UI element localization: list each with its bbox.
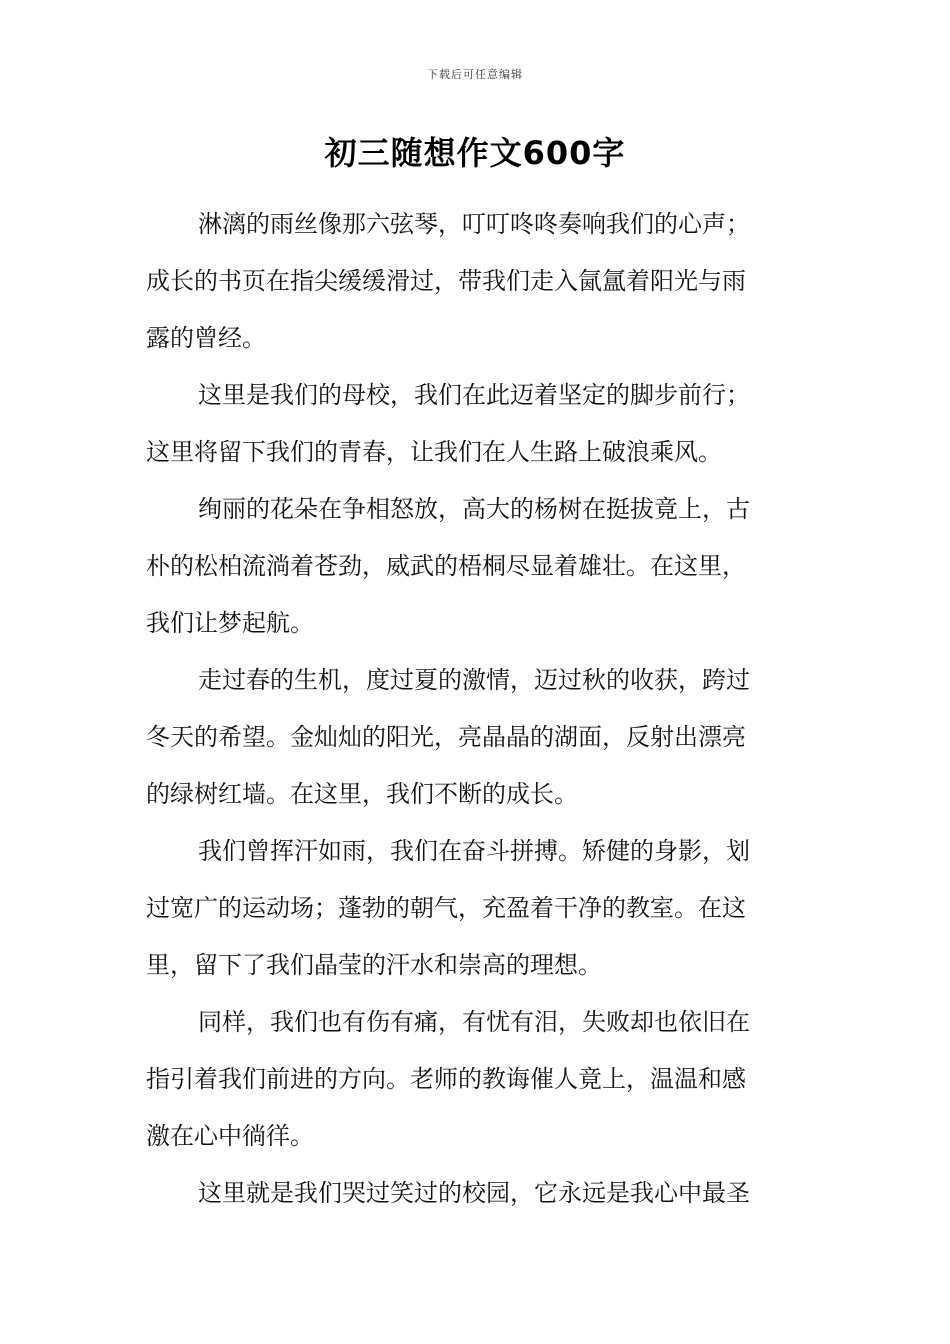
header-note: 下载后可任意编辑 [427, 68, 523, 81]
text-line: 冬天的希望。金灿灿的阳光，亮晶晶的湖面，反射出漂亮 [146, 723, 746, 751]
text-line: 淋漓的雨丝像那六弦琴，叮叮咚咚奏响我们的心声； [198, 210, 750, 238]
text-line: 我们曾挥汗如雨，我们在奋斗拼搏。矫健的身影，划 [198, 837, 750, 865]
text-line: 的绿树红墙。在这里，我们不断的成长。 [146, 780, 578, 808]
text-line: 指引着我们前进的方向。老师的教诲催人竟上，温温和感 [146, 1065, 746, 1093]
essay-body [146, 196, 806, 1222]
text-line: 这里是我们的母校，我们在此迈着坚定的脚步前行； [198, 381, 750, 409]
text-line: 激在心中徜徉。 [146, 1122, 314, 1150]
text-line: 过宽广的运动场；蓬勃的朝气，充盈着干净的教室。在这 [146, 894, 746, 922]
text-line: 我们让梦起航。 [146, 609, 314, 637]
paragraph-4 [146, 652, 806, 823]
paragraph-7 [146, 1165, 806, 1222]
paragraph-5 [146, 823, 806, 994]
text-line: 里，留下了我们晶莹的汗水和崇高的理想。 [146, 951, 602, 979]
text-line: 朴的松柏流淌着苍劲，威武的梧桐尽显着雄壮。在这里， [146, 552, 746, 580]
paragraph-3 [146, 481, 806, 652]
text-line: 绚丽的花朵在争相怒放，高大的杨树在挺拔竟上，古 [198, 495, 750, 523]
text-line: 这里将留下我们的青春，让我们在人生路上破浪乘风。 [146, 438, 722, 466]
text-line: 露的曾经。 [146, 324, 266, 352]
essay-title: 初三随想作文600字 [324, 134, 626, 172]
text-line: 这里就是我们哭过笑过的校园，它永远是我心中最圣 [198, 1179, 750, 1207]
text-line: 同样，我们也有伤有痛，有忧有泪，失败却也依旧在 [198, 1008, 750, 1036]
paragraph-2 [146, 367, 806, 481]
paragraph-1 [146, 196, 806, 367]
paragraph-6 [146, 994, 806, 1165]
text-line: 走过春的生机，度过夏的激情，迈过秋的收获，跨过 [198, 666, 750, 694]
text-line: 成长的书页在指尖缓缓滑过，带我们走入氤氲着阳光与雨 [146, 267, 746, 295]
